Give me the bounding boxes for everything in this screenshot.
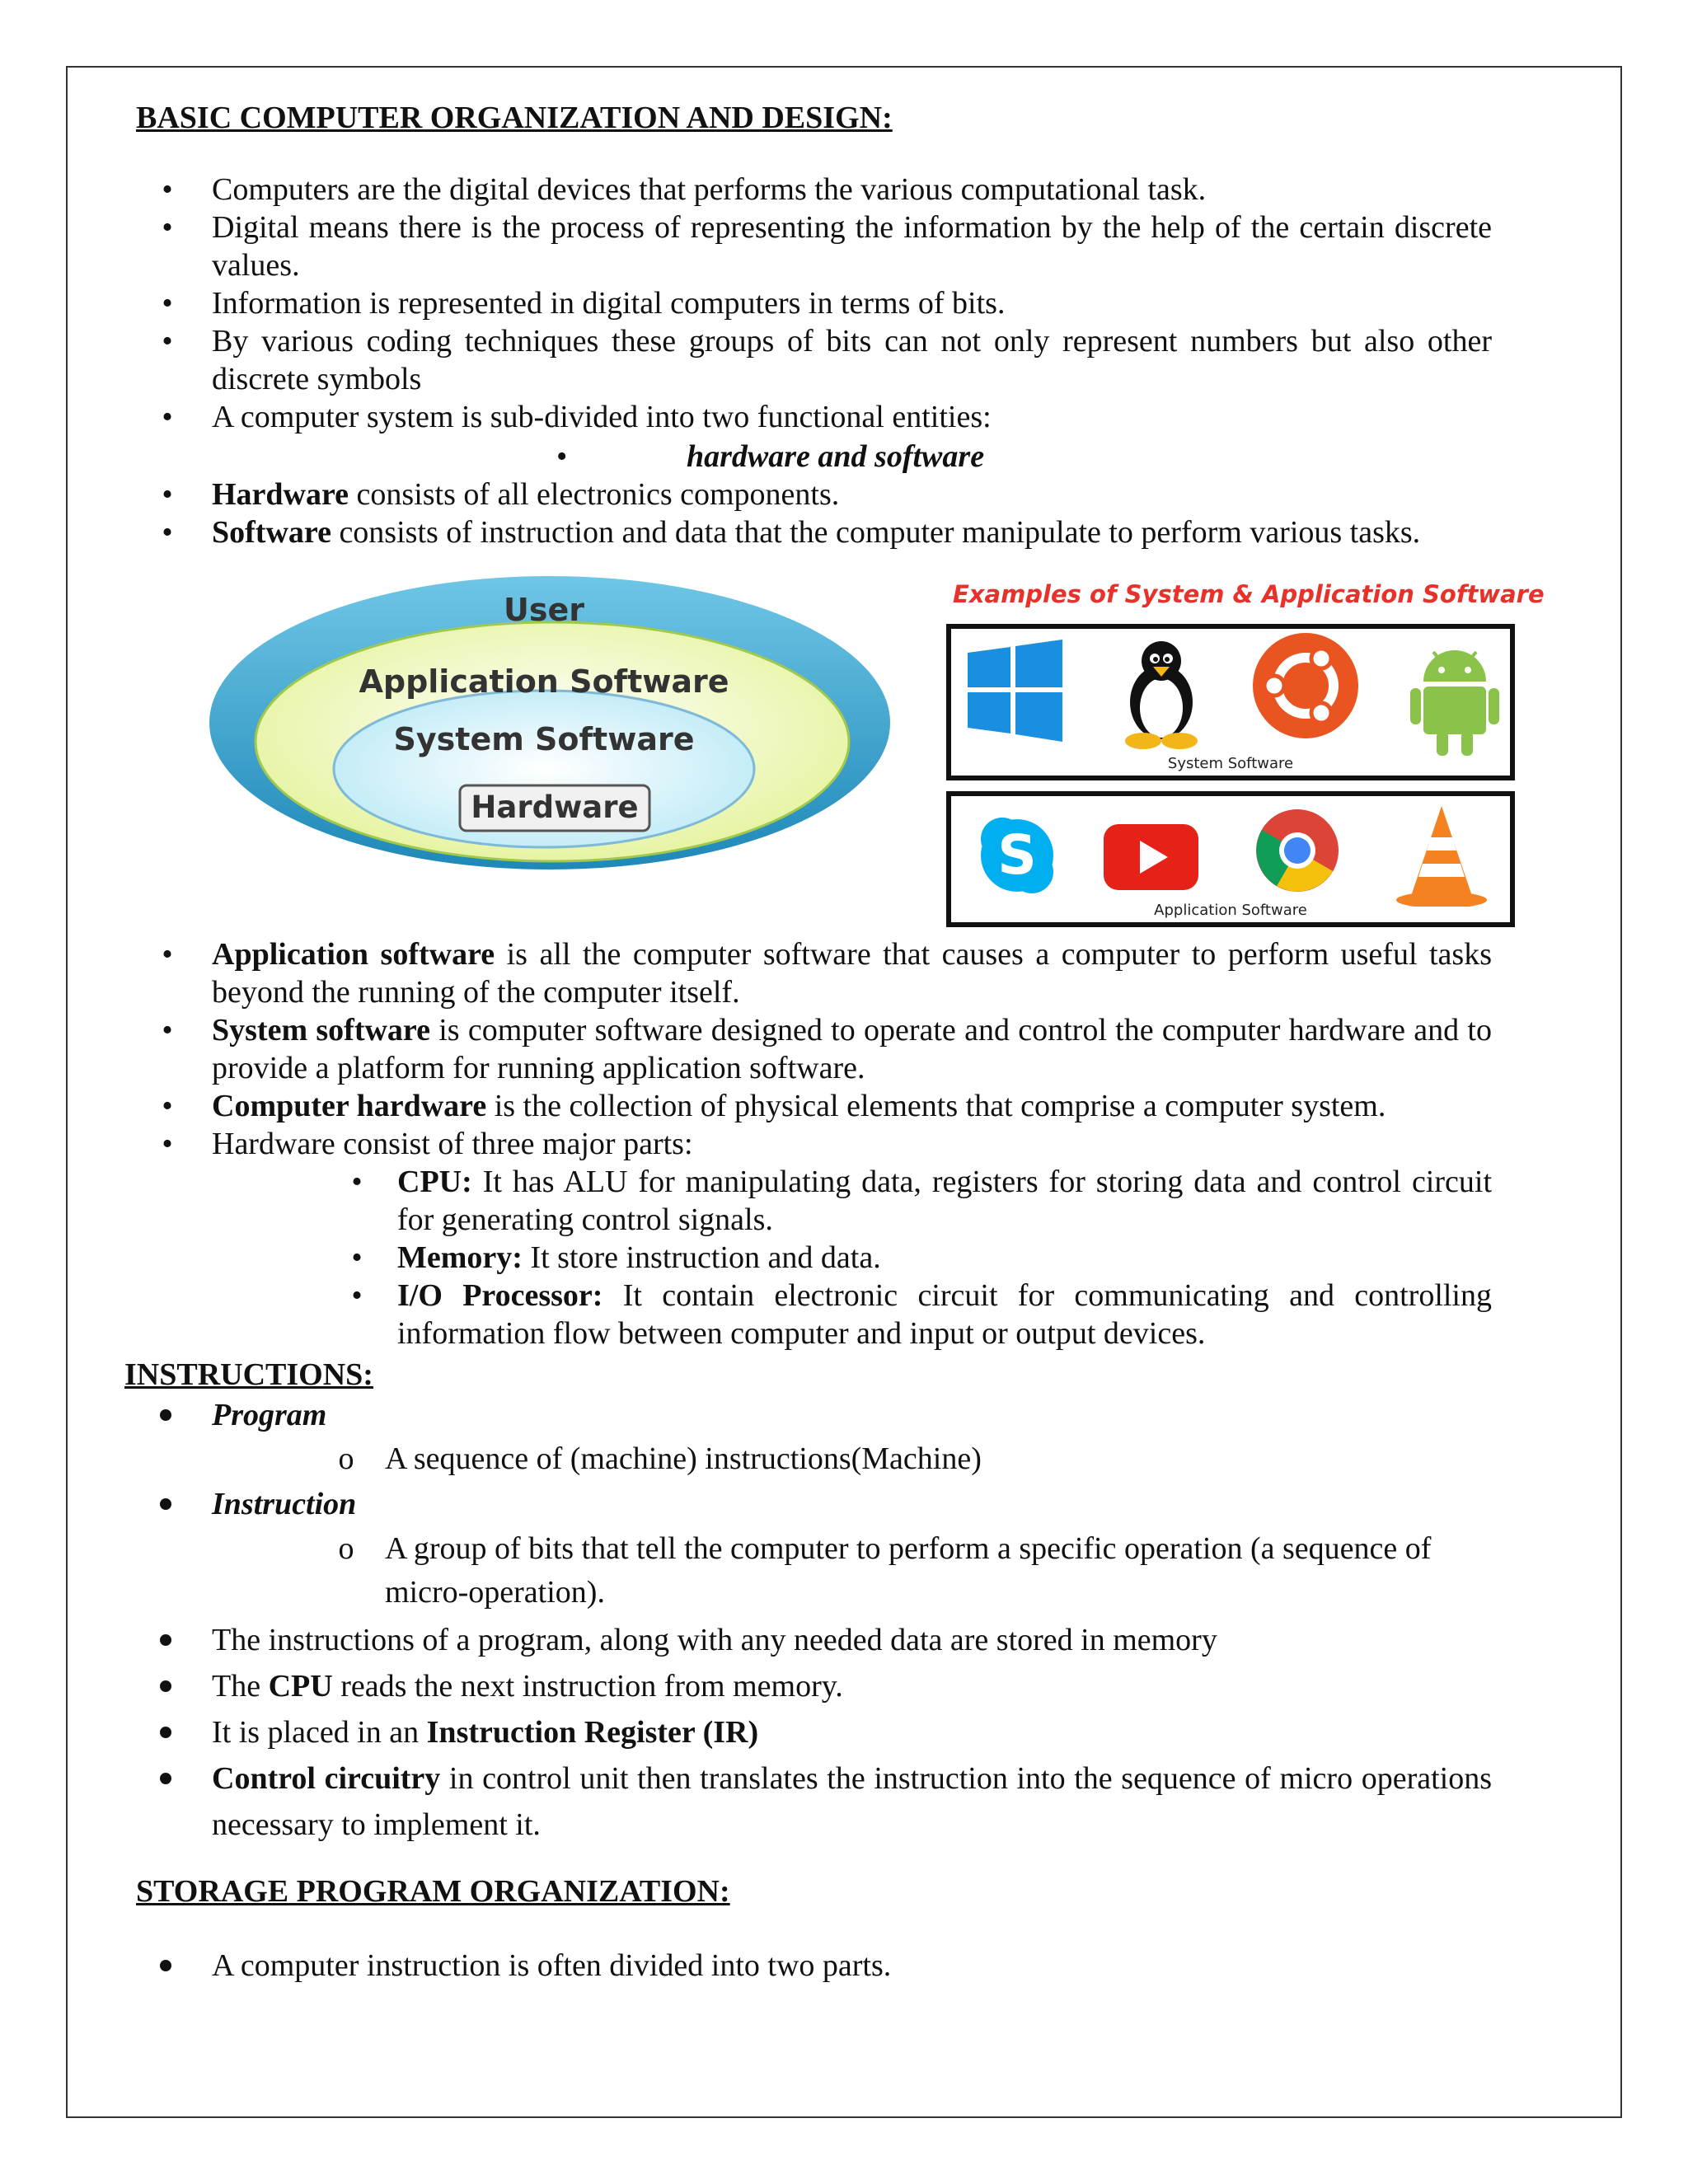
user-label: User [504,592,584,628]
vlc-cone-icon [1396,806,1487,907]
ubuntu-logo-icon [1253,633,1358,738]
heading-basic-computer-organization: BASIC COMPUTER ORGANIZATION AND DESIGN: [136,101,893,135]
heading-instructions: INSTRUCTIONS: [124,1357,373,1392]
list-item: Control circuitry in control unit then translates the instruction into the sequence of micro operations necessary to implement it. [157,1755,1492,1848]
software-definitions-list [157,935,1492,1163]
list-item: • Memory: It store instruction and data. [351,1240,881,1275]
list-item: The instructions of a program, along with any needed data are stored in memory [157,1617,1492,1663]
linux-penguin-icon [1125,641,1198,749]
list-item: • CPU: It has ALU for manipulating data, registers for storing data and control circuit for generating control signals. [351,1165,1492,1237]
list-item: • A computer system is sub-divided into two functional entities: [162,400,992,434]
hardware-parts-list [346,1163,1492,1352]
program-item [157,1394,1492,1436]
system-software-label: System Software [393,721,695,757]
list-item: • Computer hardware is the collection of physical elements that comprise a computer system. [162,1089,1386,1123]
list-item: • Software consists of instruction and data that the computer manipulate to perform various tasks. [162,515,1421,550]
list-item: • Information is represented in digital computers in terms of bits. [162,286,1006,321]
list-item: The CPU reads the next instruction from memory. [157,1663,1492,1709]
instruction-process-list [157,1617,1492,1848]
hw-sw-bullet-list [157,476,1492,551]
list-item: • Digital means there is the process of representing the information by the help of the certain discrete values. [162,210,1492,283]
application-software-caption: Application Software [1154,902,1307,919]
list-item: • By various coding techniques these groups of bits can not only represent numbers but also other discrete symbols [162,324,1492,396]
windows-logo-icon [968,640,1062,742]
intro-bullet-list [157,171,1492,436]
chrome-logo-icon [1256,809,1339,892]
application-software-examples-box [946,791,1515,927]
program-description: o A sequence of (machine) instructions(Machine) [338,1441,982,1476]
skype-logo-icon [981,818,1053,893]
list-item: Instruction [157,1483,1492,1525]
list-item: • Computers are the digital devices that performs the various computational task. [162,172,1207,207]
application-software-label: Application Software [359,663,729,700]
instruction-item [157,1483,1492,1525]
examples-title: Examples of System & Application Software [953,580,1545,608]
hardware-and-software-item: • hardware and software [556,439,985,474]
list-item: Program [157,1394,1492,1436]
android-robot-icon [1410,650,1499,756]
instruction-description: o A group of bits that tell the computer to perform a specific operation (a sequence of micro-operation). [338,1531,1432,1610]
storage-bullet-list [157,1944,1492,1987]
youtube-logo-icon [1104,824,1198,890]
list-item: • Hardware consist of three major parts: [162,1127,693,1161]
list-item: • Application software is all the computer software that causes a computer to perform useful tasks beyond the running of the computer itself. [162,937,1492,1010]
list-item: • Hardware consists of all electronics components. [162,477,840,512]
heading-storage-program-organization: STORAGE PROGRAM ORGANIZATION: [136,1874,730,1909]
list-item: • System software is computer software designed to operate and control the computer hardware and to provide a platform for running application software. [162,1013,1492,1085]
svg-text:S: S [997,823,1037,887]
hardware-label: Hardware [471,790,639,825]
software-layers-diagram [206,573,894,874]
list-item: • I/O Processor: It contain electronic circuit for communicating and controlling information flow between computer and input or output devices. [351,1278,1492,1351]
list-item: A computer instruction is often divided into two parts. [157,1944,1492,1987]
system-software-examples-box [946,624,1515,780]
system-software-caption: System Software [1167,755,1294,772]
list-item: It is placed in an Instruction Register (IR) [157,1709,1492,1755]
